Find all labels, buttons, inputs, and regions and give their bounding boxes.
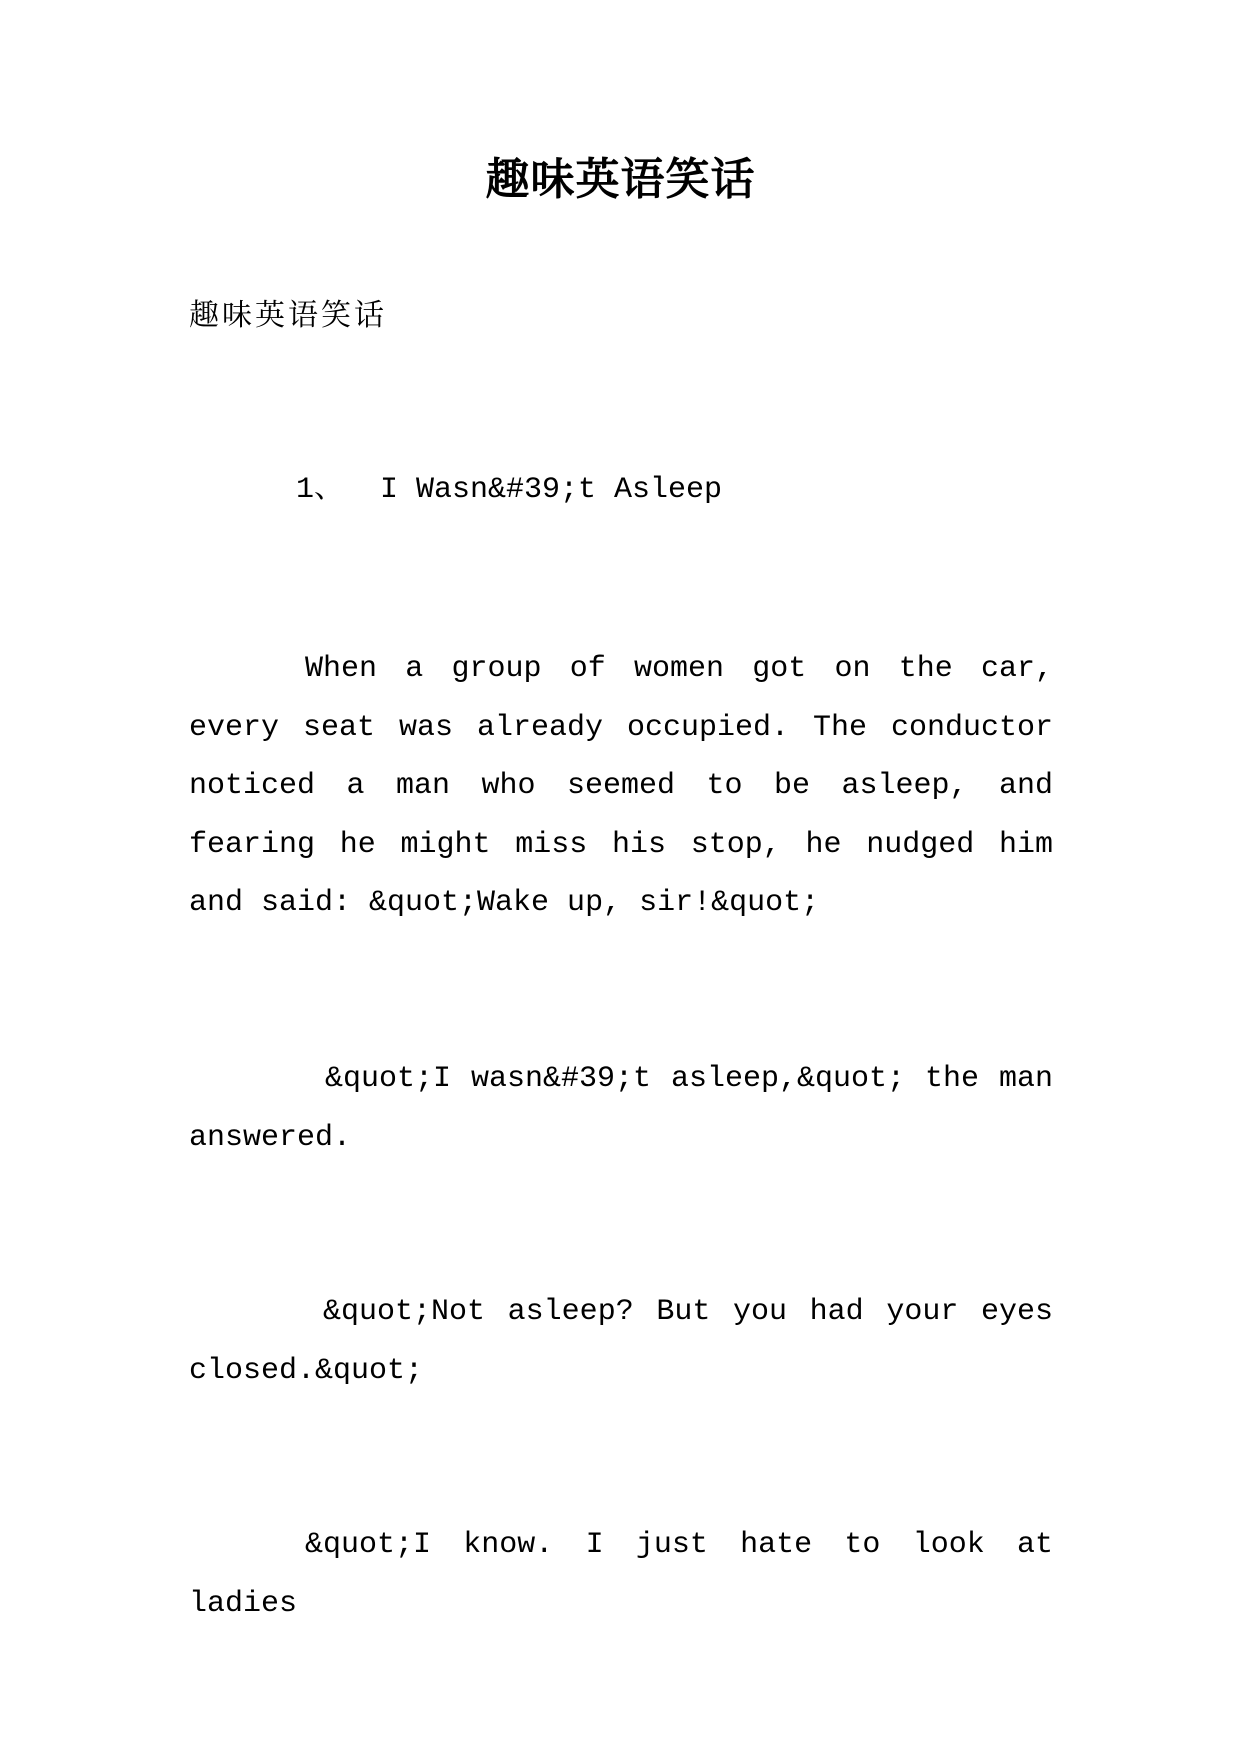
section-heading: 1、 I Wasn&#39;t Asleep	[296, 473, 723, 507]
paragraph-2: &quot;I wasn&#39;t asleep,&quot; the man answered.	[189, 1062, 1053, 1155]
document-title: 趣味英语笑话	[485, 154, 756, 205]
paragraph-3: &quot;Not asleep? But you had your eyes closed.&quot;	[189, 1295, 1053, 1388]
document-subtitle: 趣味英语笑话	[189, 298, 387, 333]
paragraph-4: &quot;I know. I just hate to look at ladies	[189, 1528, 1053, 1621]
paragraph-1: When a group of women got on the car, every seat was already occupied. The conductor noticed a man who seemed to be asleep, and fearing he might miss his stop, he nudged him and said: &quot;Wake up, sir!&quot;	[189, 652, 1053, 920]
